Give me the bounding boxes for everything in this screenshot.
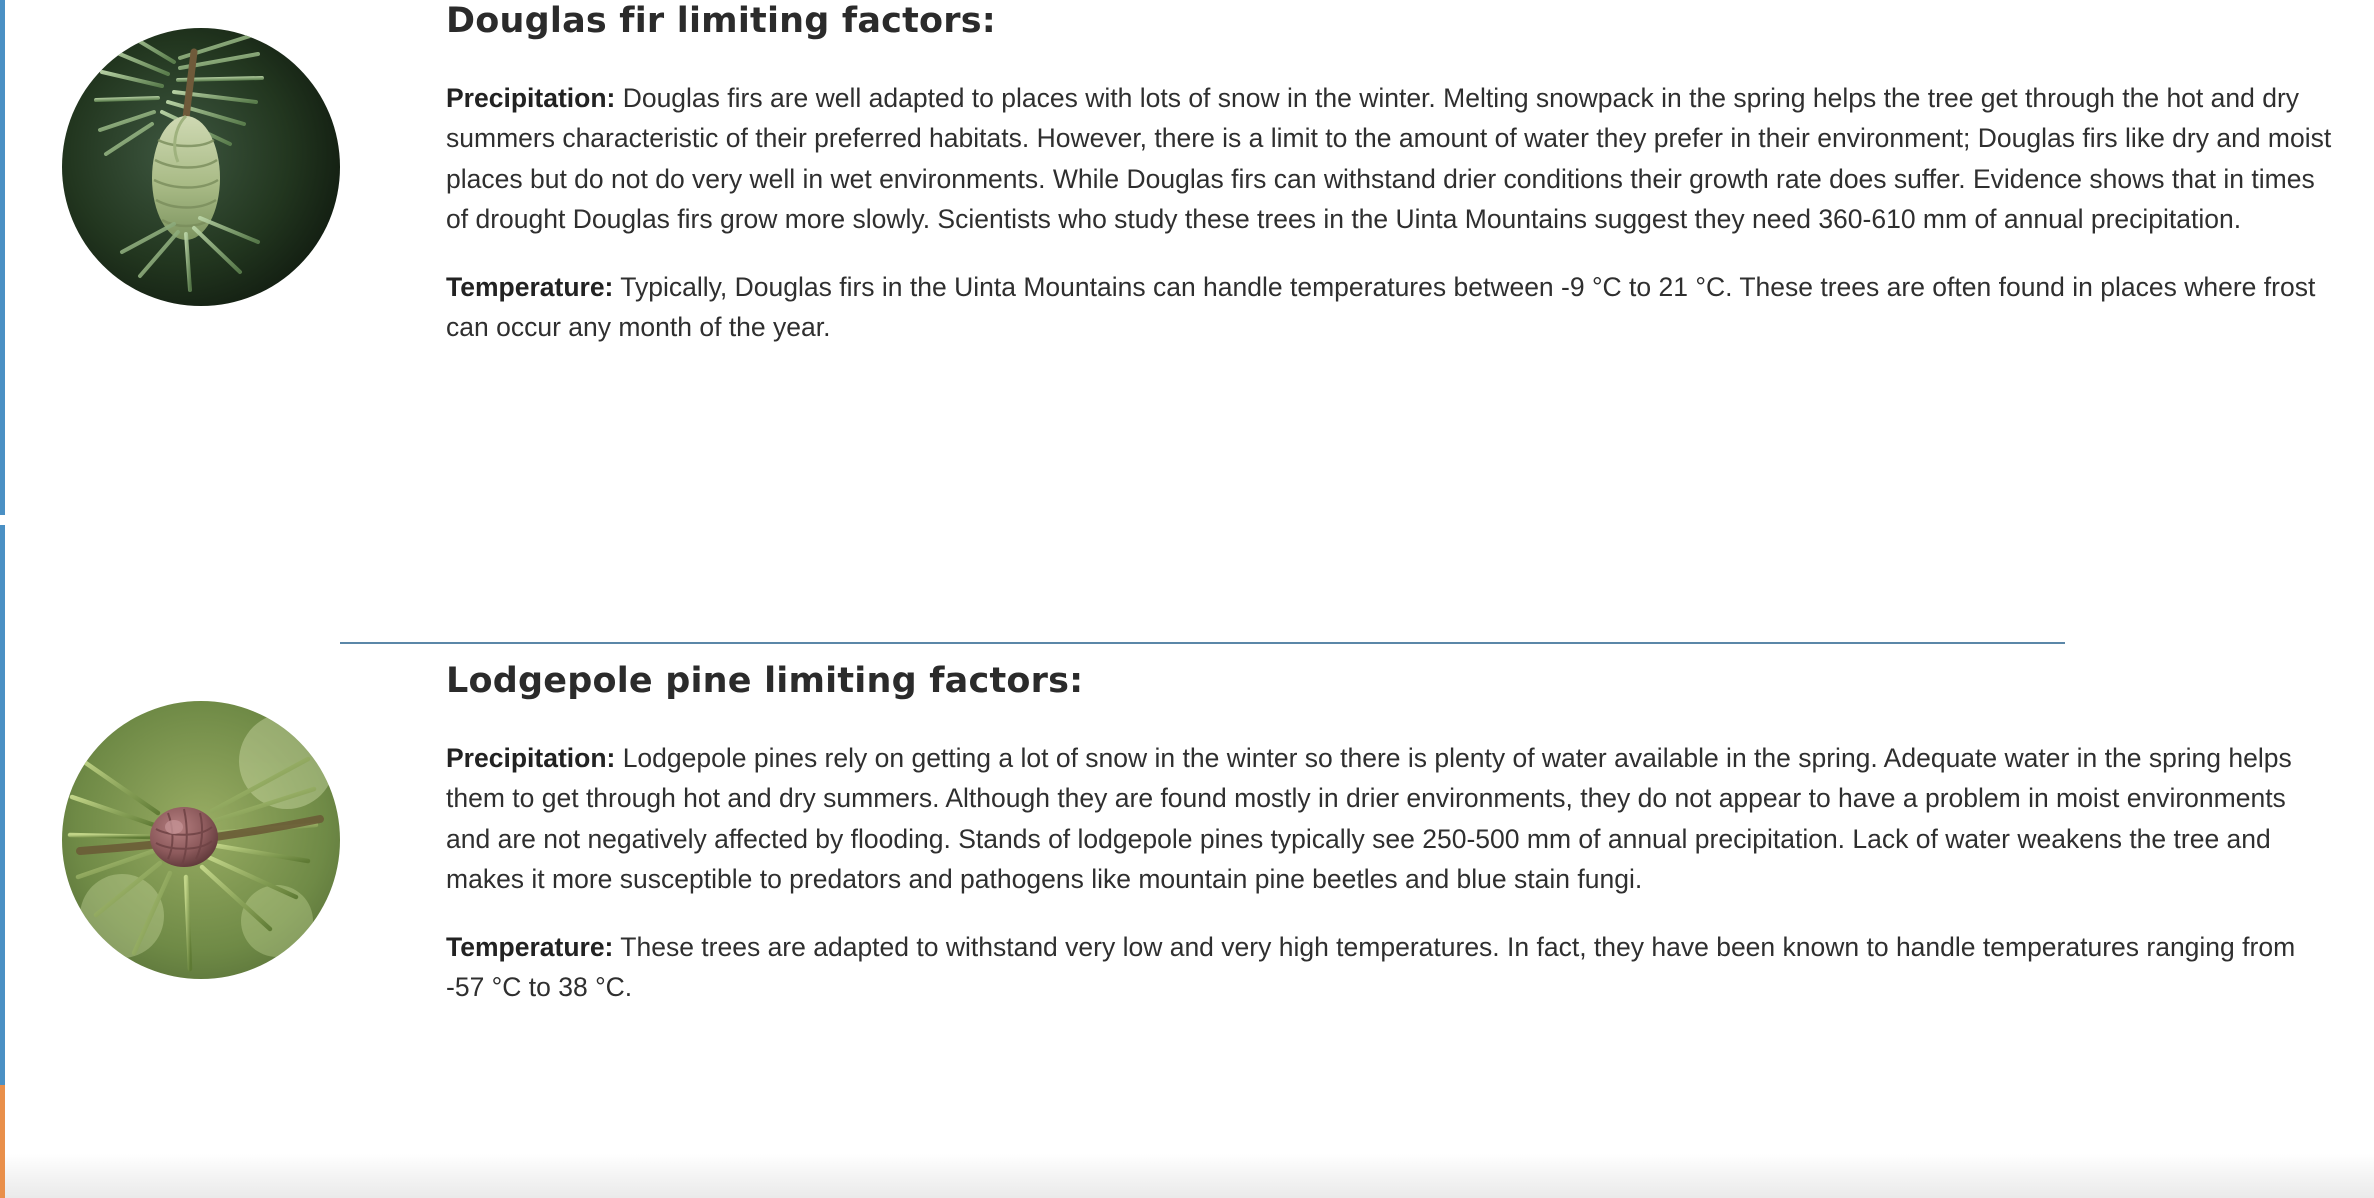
temperature-label: Temperature:: [446, 272, 614, 303]
page-bottom-fade: [5, 1154, 2374, 1198]
precipitation-label: Precipitation:: [446, 83, 616, 113]
lodgepole-pine-temperature-paragraph: [446, 927, 2334, 1008]
temperature-label: Temperature:: [446, 932, 614, 963]
section-divider: [340, 642, 2065, 644]
section-lodgepole-pine: [0, 660, 2374, 1008]
douglas-fir-thumbnail: [62, 28, 340, 306]
precipitation-text: Douglas firs are well adapted to places with lots of snow in the winter. Melting snowpack in the spring helps the tree get through the hot and dry summers characteristic of their preferred habitats. However, there is a limit to the amount of water they prefer in their environment; Douglas firs like dry and moist places but do not do very well in wet environments. While Douglas firs can withstand drier conditions their growth rate does suffer. Evidence shows that in times of drought Douglas firs grow more slowly. Scientists who study these trees in the Uinta Mountains suggest they need 360-610 mm of annual precipitation.: [446, 83, 2332, 234]
section-douglas-fir: [0, 0, 2374, 348]
lodgepole-pine-thumbnail: [62, 701, 340, 979]
lodgepole-pine-precipitation-paragraph: [446, 738, 2334, 899]
temperature-text: Typically, Douglas firs in the Uinta Mountains can handle temperatures between -9 °C to 21 °C. These trees are often found in places where frost can occur any month of the year.: [446, 272, 2316, 343]
temperature-text: These trees are adapted to withstand very low and very high temperatures. In fact, they have been known to handle temperatures ranging from -57 °C to 38 °C.: [446, 932, 2296, 1003]
precipitation-label: Precipitation:: [446, 743, 616, 773]
douglas-fir-article: [446, 0, 2334, 348]
precipitation-text: Lodgepole pines rely on getting a lot of snow in the winter so there is plenty of water available in the spring. Adequate water in the spring helps them to get through hot and dry summers. Although they are found mostly in drier environments, they do not appear to have a problem in moist environments and are not negatively affected by flooding. Stands of lodgepole pines typically see 250-500 mm of annual precipitation. Lack of water weakens the tree and makes it more susceptible to predators and pathogens like mountain pine beetles and blue stain fungi.: [446, 743, 2292, 894]
douglas-fir-precipitation-paragraph: [446, 78, 2334, 239]
rail-segment-gap: [0, 515, 5, 525]
lodgepole-pine-heading: Lodgepole pine limiting factors:: [446, 661, 1084, 701]
douglas-fir-heading: Douglas fir limiting factors:: [446, 1, 996, 41]
lodgepole-pine-article: [446, 660, 2334, 1008]
douglas-fir-temperature-paragraph: [446, 267, 2334, 348]
